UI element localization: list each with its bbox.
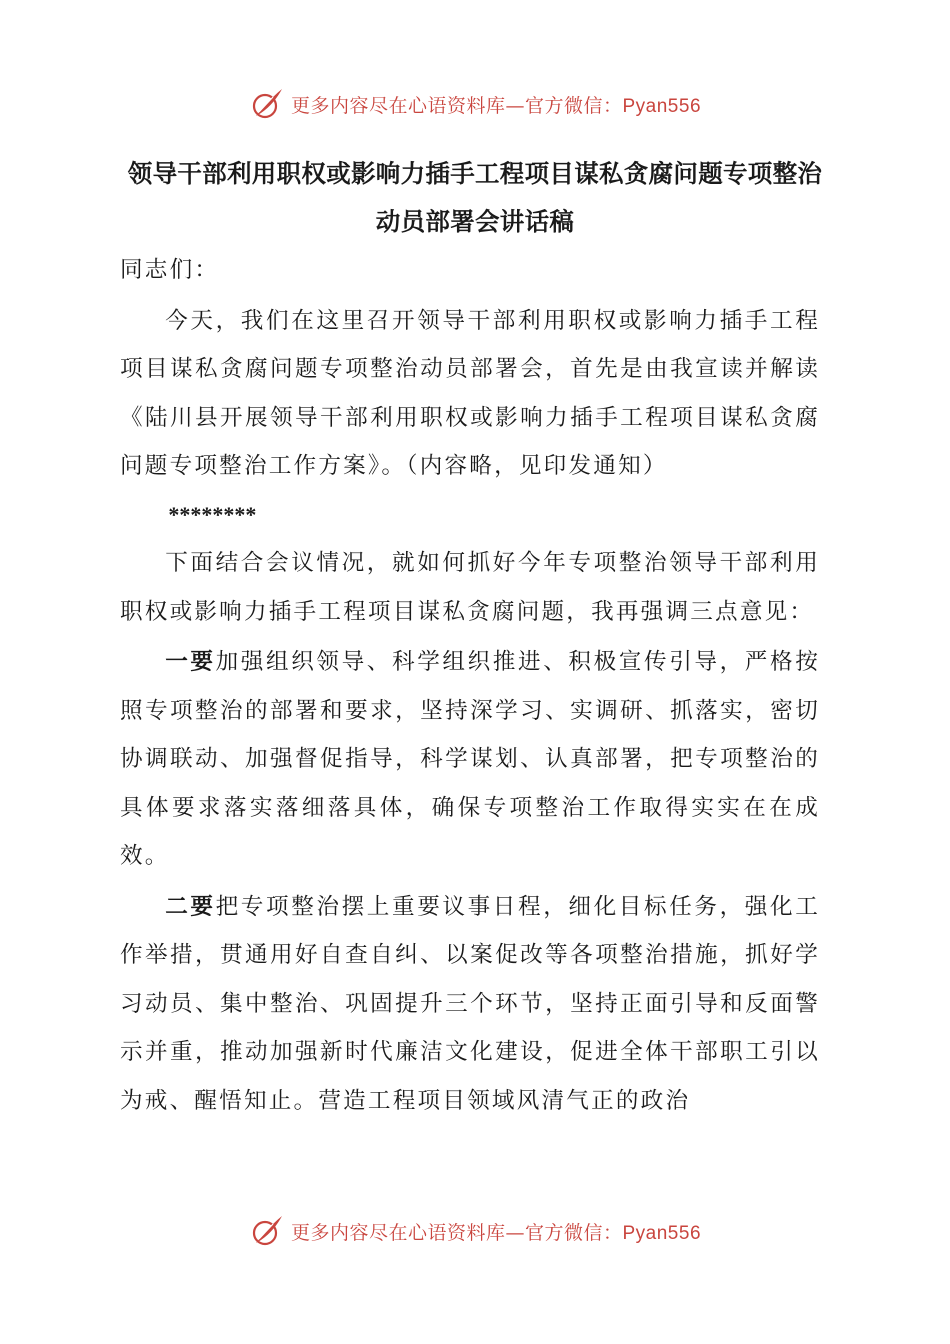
paragraph-point-2 (120, 883, 820, 1126)
paragraph-intro: 今天，我们在这里召开领导干部利用职权或影响力插手工程项目谋私贪腐问题专项整治动员部署会，首先是由我宣读并解读《陆川县开展领导干部利用职权或影响力插手工程项目谋私贪腐问题专项整治工作方案》。（内容略，见印发通知） (120, 307, 820, 479)
header-watermark (0, 84, 950, 124)
separator-stars: ******** (168, 501, 257, 527)
quill-logo-icon (249, 86, 285, 122)
paragraph-transition: 下面结合会议情况，就如何抓好今年专项整治领导干部利用职权或影响力插手工程项目谋私贪腐问题，我再强调三点意见： (120, 550, 820, 625)
quill-logo-icon (249, 1213, 285, 1249)
salutation: 同志们： (120, 257, 220, 283)
point-2-lead: 二要 (165, 893, 216, 920)
document-body (120, 246, 820, 1125)
watermark-text: 更多内容尽在心语资料库—官方微信：Pyan556 (290, 1221, 702, 1244)
document-title: 领导干部利用职权或影响力插手工程项目谋私贪腐问题专项整治动员部署会讲话稿 (127, 159, 823, 236)
point-2-body: 把专项整治摆上重要议事日程，细化目标任务，强化工作举措，贯通用好自查自纠、以案促改等各项整治措施，抓好学习动员、集中整治、巩固提升三个环节，坚持正面引导和反面警示并重，推动加强新时代廉洁文化建设，促进全体干部职工引以为戒、醒悟知止。营造工程项目领域风清气正的政治 (120, 893, 820, 1114)
watermark-text: 更多内容尽在心语资料库—官方微信：Pyan556 (290, 94, 702, 117)
paragraph-point-1 (120, 638, 820, 881)
footer-watermark (0, 1211, 950, 1251)
point-1-body: 加强组织领导、科学组织推进、积极宣传引导，严格按照专项整治的部署和要求，坚持深学习、实调研、抓落实，密切协调联动、加强督促指导，科学谋划、认真部署，把专项整治的具体要求落实落细落具体，确保专项整治工作取得实实在在成效。 (120, 649, 820, 869)
point-1-lead: 一要 (165, 649, 216, 675)
